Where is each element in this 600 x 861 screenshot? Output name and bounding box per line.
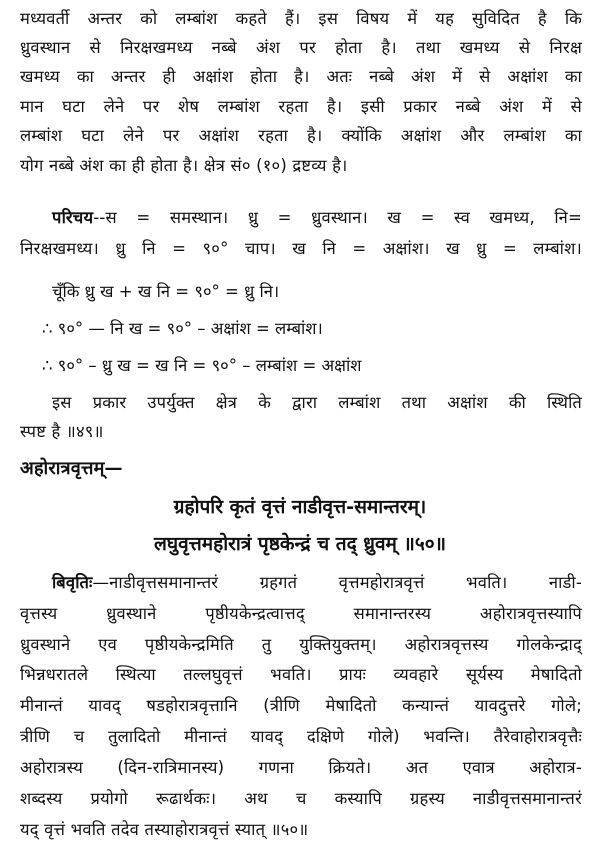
vivriti-line-5: मीनान्तं यावद् षडहोरात्रवृत्तानि (त्रीणि मेषादितो कन्यान्तं यावदुत्तरे गोले; — [20, 696, 582, 715]
parichay-text-1: --स = समस्थान। ध्रु = ध्रुवस्थान। ख = स्व खमध्य, नि= — [93, 208, 582, 227]
vivriti-line-2: वृत्तस्य ध्रुवस्थाने पृष्ठीयकेन्द्रत्वात्तद् समानान्तरस्य अहोरात्रवृत्तस्यापि — [20, 604, 582, 623]
vivriti-line-3: ध्रुवस्थाने एव पृष्ठीयकेन्द्रमिति तु युक्तियुक्तम्। अहोरात्रवृत्तस्य गोलकेन्द्राद् — [20, 635, 582, 654]
parichay-label: परिचय — [52, 208, 94, 227]
equation-2: ∴ ९०° — नि ख = ९०° – अक्षांश = लम्बांश। — [42, 319, 323, 338]
vivriti-line-1 — [52, 572, 582, 594]
para1-line-2: ध्रुवस्थान से निरक्षखमध्य नब्बे अंश पर होता है। तथा खमध्य से निरक्ष — [20, 38, 582, 57]
para1-line-6: योग नब्बे अंश का ही होता है। क्षेत्र सं० (१०) द्रष्टव्य है। — [20, 156, 348, 175]
verse-line-2: लघुवृत्तमहोरात्रं पृष्ठकेन्द्रं च तद् ध्रुवम् ॥५०॥ — [153, 533, 447, 555]
vivriti-line-8: शब्दस्य प्रयोगो रूढार्थकः। अथ च कस्यापि ग्रहस्य नाडीवृत्तसमानान्तरं — [20, 789, 582, 808]
para2-line-2: स्पष्ट है ॥४९॥ — [20, 422, 104, 441]
vivriti-line-9: यद् वृत्तं भवति तदेव तस्याहोरात्रवृत्तं स्यात् ॥५०॥ — [20, 820, 309, 839]
vivriti-label: बिवृतिः — [52, 573, 93, 592]
para1-line-1: मध्यवर्ती अन्तर को लम्बांश कहते हैं। इस विषय में यह सुविदित है कि — [20, 9, 582, 28]
verse-line-1: ग्रहोपरि कृतं वृत्तं नाडीवृत्त-समान्तरम्। — [173, 496, 427, 518]
para1-line-4: मान घटा लेने पर शेष लम्बांश रहता है। इसी प्रकार नब्बे अंश में से — [20, 97, 582, 116]
vivriti-line-4: भिन्नधरातले स्थित्या तल्लघुवृत्तं भवति। प्रायः व्यवहारे सूर्यस्य मेषादितो — [20, 665, 582, 684]
parichay-line-1 — [52, 207, 582, 229]
para1-line-5: लम्बांश घटा लेने पर अक्षांश रहता है। क्योंकि अक्षांश और लम्बांश का — [20, 126, 582, 145]
equation-1: चूँकि ध्रु ख + ख नि = ९०° = ध्रु नि। — [52, 282, 280, 301]
vivriti-line-6: त्रीणि च तुलादितो मीनान्तं यावद् दक्षिणे गोले) भवन्ति। तैरेवाहोरात्रवृत्तैः — [20, 727, 582, 746]
vivriti-text-1: —नाडीवृत्तसमानान्तरं ग्रहगतं वृत्तमहोरात्रवृत्तं भवति। नाडी- — [92, 573, 582, 592]
parichay-line-2: निरक्षखमध्य। ध्रु नि = ९०° चाप। ख नि = अक्षांश। ख ध्रु = लम्बांश। — [20, 239, 582, 258]
section-heading: अहोरात्रवृत्तम्— — [20, 458, 123, 479]
para1-line-3: खमध्य का अन्तर ही अक्षांश होता है। अतः नब्बे अंश में से अक्षांश का — [20, 67, 582, 86]
para2-line-1: इस प्रकार उपर्युक्त क्षेत्र के द्वारा लम्बांश तथा अक्षांश की स्थिति — [52, 393, 582, 412]
equation-3: ∴ ९०° – ध्रु ख = ख नि = ९०° – लम्बांश = अक्षांश — [42, 356, 362, 375]
vivriti-line-7: अहोरात्रस्य (दिन-रात्रिमानस्य) गणना क्रियते। अत एवात्र अहोरात्र- — [20, 758, 582, 777]
